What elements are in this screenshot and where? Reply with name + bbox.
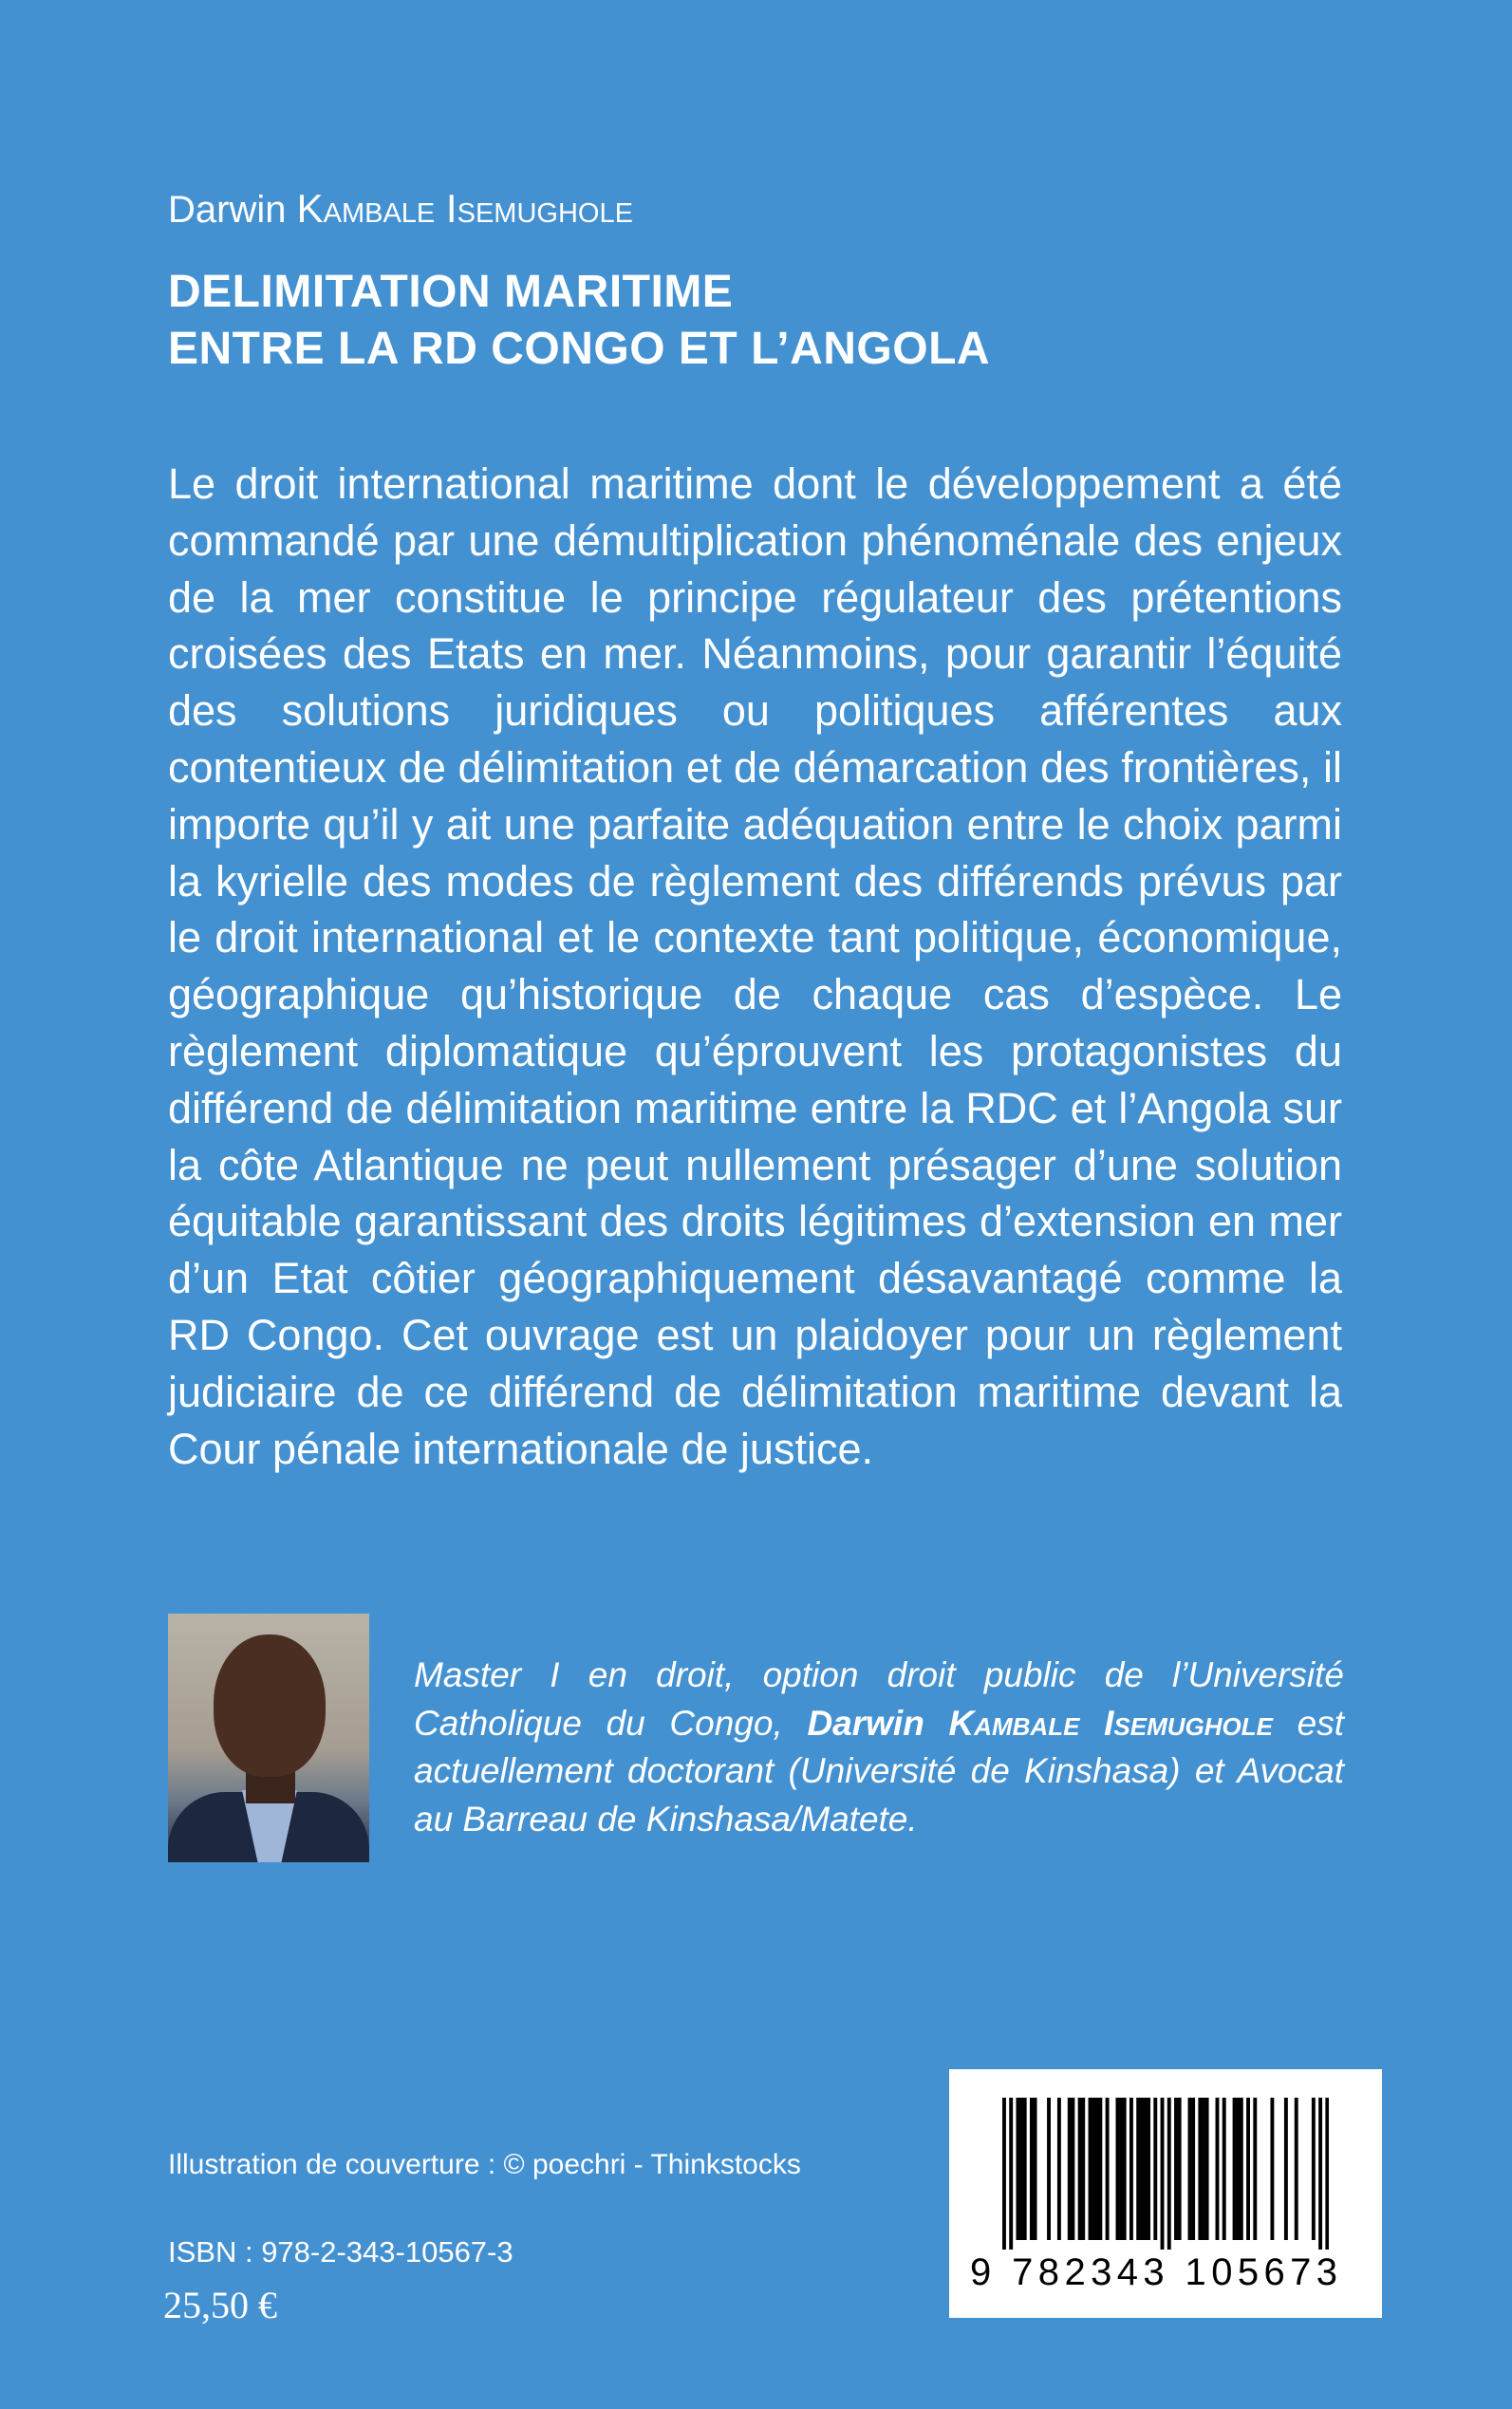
back-cover-blurb: Le droit international maritime dont le développement a été commandé par une démultiplication phénoménale des enjeux de la mer constitue le principe régulateur des prétentions croisées des Etats en mer. Néanmoins, pour garantir l’équité des solutions juridiques ou politiques afférentes aux contentieux de délimitation et de démarcation des frontières, il importe qu’il y ait une parfaite adéquation entre le choix parmi la kyrielle des modes de règlement des différends prévus par le droit international et le contexte tant politique, économique, géographique qu’historique de chaque cas d’espèce. Le règlement diplomatique qu’éprouvent les protagonistes du différend de délimitation maritime entre la RDC et l’Angola sur la côte Atlantique ne peut nullement présager d’une solution équitable garantissant des droits légitimes d’extension en mer d’un Etat côtier géographiquement désavantagé comme la RD Congo. Cet ouvrage est un plaidoyer pour un règlement judiciaire de ce différend de délimitation maritime devant la Cour pénale internationale de justice. <box>168 459 1342 1473</box>
barcode-bar <box>1198 2098 1202 2240</box>
author-last-name: Kambale Isemughole <box>296 186 633 231</box>
barcode-bar <box>1136 2098 1140 2240</box>
cover-illustration-credit: Illustration de couverture : © poechri - Thinkstocks <box>168 2149 801 2180</box>
barcode-bar <box>1270 2098 1274 2240</box>
barcode-bar <box>1034 2098 1037 2240</box>
barcode-bar <box>1106 2098 1110 2240</box>
barcode-bar <box>1057 2098 1061 2240</box>
barcode-bars <box>1002 2098 1329 2250</box>
barcode-bar <box>1143 2098 1147 2240</box>
barcode-bar <box>1312 2098 1316 2240</box>
author-bio-intro: Master I en droit, option droit public de l’Université Catholique du Congo, <box>414 1655 1344 1743</box>
author-bio-first-name: Darwin <box>807 1703 949 1743</box>
barcode-bar <box>1081 2098 1085 2240</box>
author-bio-last-name: Kambale Isemughole <box>948 1703 1273 1743</box>
barcode-bar <box>1161 2098 1165 2250</box>
barcode-bar <box>1019 2098 1023 2240</box>
author-photo <box>168 1614 369 1862</box>
barcode-bar <box>1002 2098 1006 2250</box>
barcode-bar <box>1253 2098 1257 2240</box>
barcode-bar <box>1178 2098 1182 2240</box>
author-bio-name <box>807 1704 1273 1743</box>
author-bio <box>414 1652 1344 1843</box>
barcode-bar <box>1071 2098 1074 2240</box>
barcode-bar <box>1236 2098 1240 2240</box>
book-title-line-2: ENTRE LA RD CONGO ET L’ANGOLA <box>168 324 991 374</box>
barcode-digits: 9 782343 105673 <box>970 2251 1343 2293</box>
barcode-bar <box>1140 2098 1144 2240</box>
author-name <box>168 186 633 232</box>
barcode-bar <box>1129 2098 1133 2240</box>
barcode-bar <box>1240 2098 1243 2240</box>
barcode-bar <box>1325 2098 1329 2250</box>
barcode-bar <box>1284 2098 1288 2240</box>
barcode-bar <box>1188 2098 1192 2240</box>
barcode-bar <box>1068 2098 1072 2240</box>
barcode-bar <box>1016 2098 1019 2240</box>
barcode-bar <box>1216 2098 1220 2240</box>
barcode-bar <box>1223 2098 1226 2240</box>
barcode-bar <box>1167 2098 1171 2250</box>
barcode-bar <box>1147 2098 1150 2240</box>
barcode-bar <box>1318 2098 1322 2250</box>
barcode-bar <box>1047 2098 1051 2240</box>
barcode-bar <box>1295 2098 1298 2240</box>
author-first-name: Darwin <box>168 189 297 231</box>
barcode-bar <box>1115 2098 1119 2240</box>
barcode-bar <box>1098 2098 1102 2240</box>
barcode-bar <box>1009 2098 1013 2250</box>
barcode-bar <box>1119 2098 1123 2240</box>
barcode-bar <box>1191 2098 1195 2240</box>
barcode-bar <box>1078 2098 1082 2240</box>
barcode-bar <box>1202 2098 1205 2240</box>
barcode-bar <box>1246 2098 1250 2240</box>
barcode-bar <box>1174 2098 1178 2240</box>
barcode-bar <box>1092 2098 1095 2240</box>
price: 25,50 € <box>163 2284 277 2326</box>
barcode-bar <box>1023 2098 1027 2240</box>
barcode-bar <box>1233 2098 1237 2240</box>
book-title <box>168 264 990 378</box>
book-title-line-1: DELIMITATION MARITIME <box>168 267 734 317</box>
barcode-bar <box>1030 2098 1034 2240</box>
author-bio-rest: est actuellement doctorant (Université de Kinshasa) et Avocat au Barreau de Kinshasa/Matete. <box>414 1703 1344 1839</box>
barcode-bar <box>1123 2098 1127 2240</box>
barcode-bar <box>1205 2098 1209 2240</box>
barcode-bar <box>1153 2098 1157 2240</box>
barcode-bar <box>1089 2098 1092 2240</box>
isbn: ISBN : 978-2-343-10567-3 <box>168 2235 513 2269</box>
barcode-bar <box>1095 2098 1099 2240</box>
barcode <box>949 2069 1382 2318</box>
